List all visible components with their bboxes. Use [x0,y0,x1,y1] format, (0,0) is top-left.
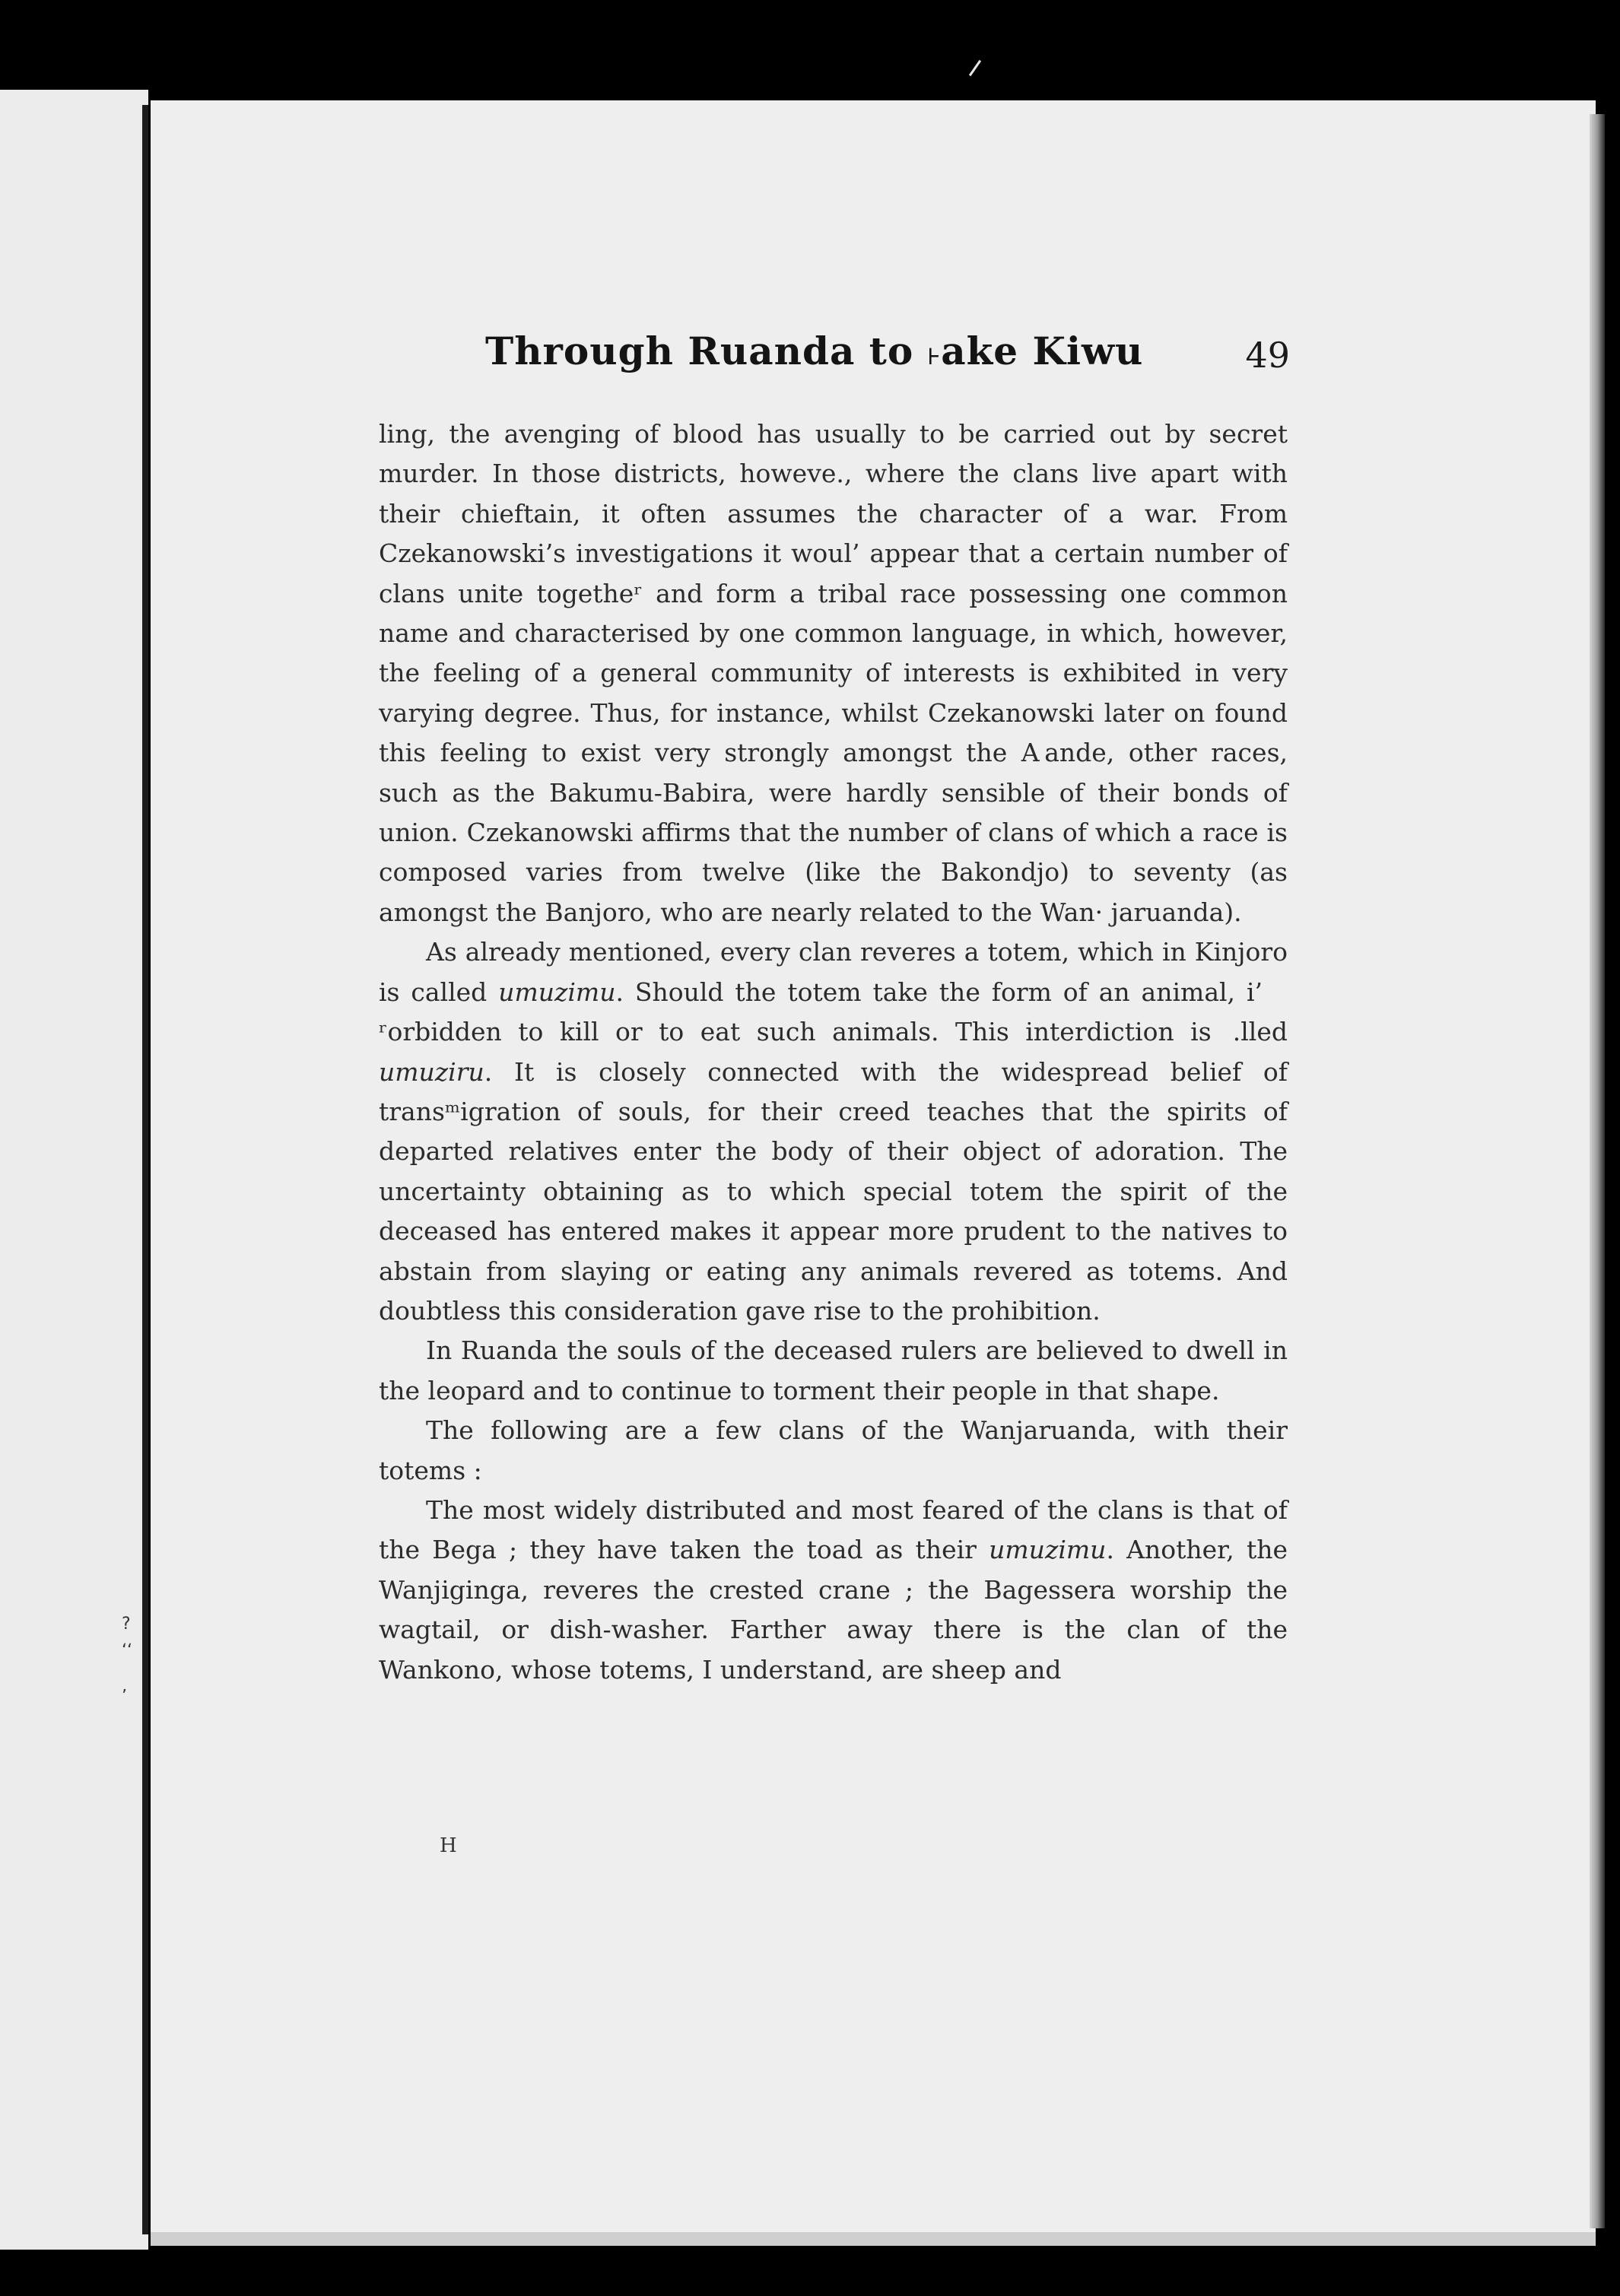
margin-mark: ʼ [122,1687,127,1706]
page-number: 49 [1245,335,1290,376]
paragraph-text: . Should the totem take the form of an animal, i’ ʳorbidden to kill or to eat such animals. This interdiction is .lled [379,977,1288,1047]
previous-page-edge [0,90,148,2250]
paragraph-text: The most widely distributed and most feared of the clans is that of the Bega ; they have taken the toad as their [379,1494,1288,1565]
paragraph [379,414,1288,932]
paragraph-text: The following are a few clans of the Wanjaruanda, with their totems : [379,1415,1288,1485]
paragraph [379,1411,1288,1491]
page-header [485,329,1290,382]
paragraph [379,1491,1288,1690]
paragraph [379,1331,1288,1411]
paragraph-text: . Another, the Wanjiginga, reveres the crested crane ; the Bagessera worship the wagtail, or dish-washer. Farther away there is the clan of the Wankono, whose totems, I understand, are sheep and [379,1535,1288,1685]
paragraph-text: As already mentioned, every clan reveres a totem, which in Kinjoro is called [379,937,1288,1007]
page-bottom-edge [151,2232,1596,2246]
italic-term: umuzimu [498,977,616,1007]
paragraph-text: . It is closely connected with the widespread belief of transᵐigration of souls, for their creed teaches that the spirits of departed relatives enter the body of their object of adoration. The uncertainty obtaining as to which special totem the spirit of the deceased has entered makes it appear more prudent to the natives to abstain from slaying or eating any animals revered as totems. And doubtless this consideration gave rise to the prohibition. [379,1056,1288,1326]
body-text [379,414,1288,1690]
running-title: Through Ruanda to ˫ake Kiwu [485,329,1144,373]
italic-term: umuziru [379,1056,484,1087]
signature-mark: H [440,1834,457,1857]
scan-artifact [969,60,981,76]
book-gutter [142,105,148,2234]
margin-mark: ? [122,1615,131,1634]
paragraph-text: In Ruanda the souls of the deceased rulers are believed to dwell in the leopard and to continue to torment their people in that shape. [379,1335,1288,1405]
page-edge-shadow [1590,114,1605,2228]
paragraph-text: ling, the avenging of blood has usually to be carried out by secret murder. In those districts, howeve., where the clans live apart with their chieftain, it often assumes the character of a war. From Czekanowski’s investigations it woul’ appear that a certain number of clans unite togetheʳ and form a tribal race possessing one common name and characterised by one common language, in which, however, the feeling of a general community of interests is exhibited in very varying degree. Thus, for instance, whilst Czekanowski later on found this feeling to exist very strongly amongst the A ande, other races, such as the Bakumu-Babira, were hardly sensible of their bonds of union. Czekanowski affirms that the number of clans of which a race is composed varies from twelve (like the Bakondjo) to seventy (as amongst the Banjoro, who are nearly related to the Wan· jaruanda). [379,419,1288,927]
paragraph [379,932,1288,1331]
margin-mark: ʻʻ [122,1641,132,1660]
italic-term: umuzimu [989,1535,1107,1565]
